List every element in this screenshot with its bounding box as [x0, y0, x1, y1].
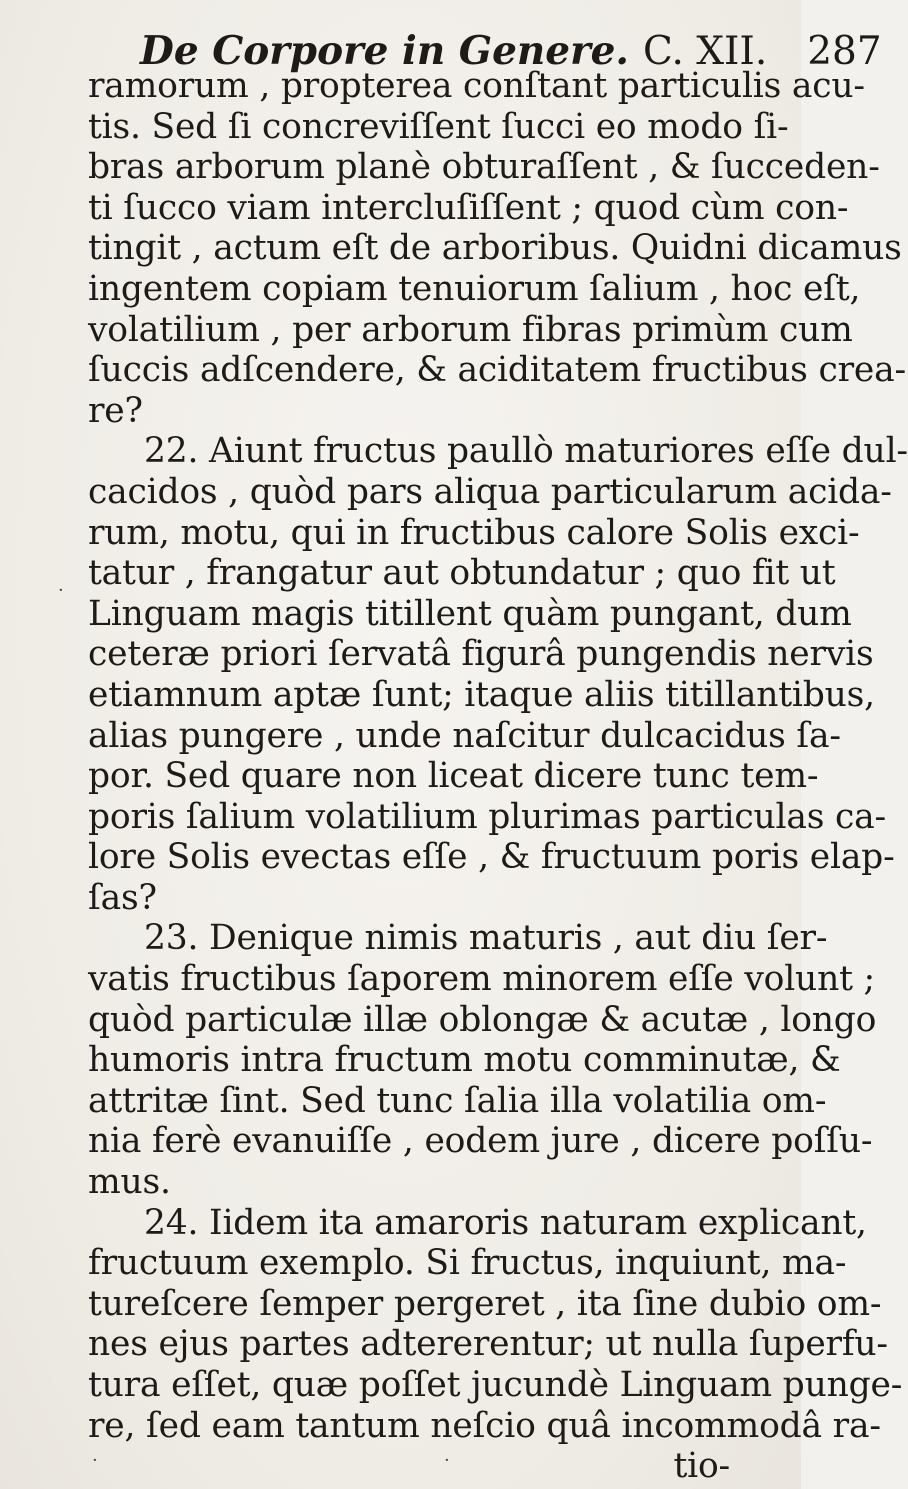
chapter-number: C. XII.	[643, 29, 768, 74]
text-line: re, ſed eam tantum neſcio quâ incommodâ ra-	[88, 1405, 881, 1446]
text-line: ceteræ priori ſervatâ figurâ pungendis nervis	[88, 634, 874, 675]
text-line: poris ſalium volatilium plurimas particulas ca-	[88, 796, 886, 837]
text-line: nes ejus partes adtererentur; ut nulla ſuperfu-	[88, 1324, 888, 1365]
text-line: volatilium , per arborum fibras primùm cum	[88, 309, 853, 350]
text-line: quòd particulæ illæ oblongæ & acutæ , longo	[88, 999, 877, 1040]
text-line: Linguam magis titillent quàm pungant, dum	[88, 593, 852, 634]
text-line: rum, motu, qui in fructibus calore Solis exci-	[88, 512, 860, 553]
text-line: tis. Sed ſi concreviſſent ſucci eo modo ſi-	[88, 106, 789, 147]
paragraph-start-24: 24. Iidem ita amaroris naturam explicant,	[144, 1202, 867, 1243]
text-line: etiamnum aptæ ſunt; itaque aliis titillantibus,	[88, 674, 875, 715]
text-line: ſas?	[88, 877, 157, 918]
text-line: ti ſucco viam intercluſiſſent ; quod cùm con-	[88, 187, 849, 228]
catchword: tio-	[673, 1446, 730, 1487]
text-line: nia ferè evanuiſſe , eodem jure , dicere poſſu-	[88, 1121, 873, 1162]
text-line: alias pungere , unde naſcitur dulcacidus ſa-	[88, 715, 841, 756]
text-line: tureſcere ſemper pergeret , ita ſine dubio om-	[88, 1283, 882, 1324]
text-line: fructuum exemplo. Si fructus, inquiunt, ma-	[88, 1243, 847, 1284]
body-text	[88, 66, 908, 1487]
text-line: ſuccis adſcendere, & aciditatem fructibus crea-	[88, 350, 906, 391]
text-line: cacidos , quòd pars aliqua particularum acida-	[88, 471, 892, 512]
paragraph-start-23: 23. Denique nimis maturis , aut diu ſer-	[144, 918, 828, 959]
text-line: lore Solis evectas eſſe , & fructuum poris elap-	[88, 837, 895, 878]
text-line: tatur , frangatur aut obtundatur ; quo fit ut	[88, 553, 836, 594]
text-line: mus.	[88, 1162, 171, 1203]
page-number: 287	[807, 29, 882, 74]
text-line: ingentem copiam tenuiorum ſalium , hoc eſt,	[88, 268, 861, 309]
text-line: ramorum , propterea conſtant particulis acu-	[88, 66, 865, 106]
text-line: attritæ ſint. Sed tunc ſalia illa volatilia om-	[88, 1080, 827, 1121]
text-line: humoris intra fructum motu comminutæ, &	[88, 1040, 841, 1081]
text-line: re?	[88, 390, 143, 431]
text-line: tura eſſet, quæ poſſet jucundè Linguam punge-	[88, 1365, 903, 1405]
margin-dot: ·	[444, 1450, 450, 1471]
running-title: De Corpore in Genere.	[140, 28, 630, 74]
text-line: por. Sed quare non liceat dicere tunc tem-	[88, 756, 819, 797]
text-line: bras arborum planè obturaſſent , & ſucceden-	[88, 147, 880, 188]
margin-dot: ·	[58, 580, 64, 601]
margin-dot: ·	[92, 1450, 98, 1471]
paragraph-start-22: 22. Aiunt fructus paullò maturiores eſſe dul-	[144, 431, 908, 472]
text-line: tingit , actum eſt de arboribus. Quidni dicamus	[88, 228, 902, 269]
text-line: vatis fructibus ſaporem minorem eſſe volunt ;	[88, 959, 875, 1000]
